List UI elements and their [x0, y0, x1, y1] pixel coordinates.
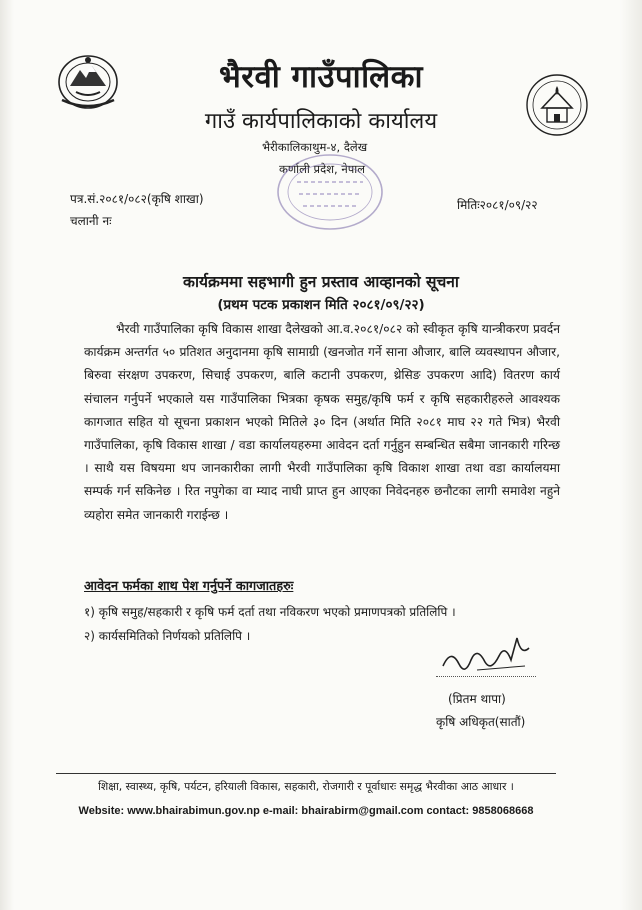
documents-heading: आवेदन फर्मका शाथ पेश गर्नुपर्ने कागजातहरुः [84, 579, 294, 594]
document-item: २) कार्यसमितिको निर्णयको प्रतिलिपि । [84, 629, 251, 643]
footer-contact: Website: www.bhairabimun.gov.np e-mail: bhairabirm@gmail.com contact: 9858068668 [78, 805, 534, 817]
signer-title: कृषि अधिकृत(सातौं) [436, 715, 526, 729]
letter-date: मितिः२०८१/०९/२२ [457, 198, 538, 212]
dispatch-number: चलानी नः [70, 214, 112, 228]
footer-slogan: शिक्षा, स्वास्थ्य, कृषि, पर्यटन, हरियाली विकास, सहकारी, रोजगारी र पूर्वाधारः समृद्ध भैरवीका आठ आधार । [98, 780, 514, 793]
office-name: गाउँ कार्यपालिकाको कार्यालय [204, 109, 438, 134]
footer-divider [56, 773, 556, 774]
notice-body: भैरवी गाउँपालिका कृषि विकास शाखा दैलेखको आ.व.२०८१/०८२ को स्वीकृत कृषि यान्त्रीकरण प्रवर्दन कार्यक्रम अन्तर्गत ५० प्रतिशत अनुदानमा कृषि सामाग्री (खनजोत गर्ने साना औजार, बालि व्यवस्थापन औजार, बिरुवा संरक्षण उपकरण, सिचाई उपकरण, बालि कटानी उपकरण, थ्रेसिङ उपकरण आदि) वितरण कार्य संचालन गर्नुपर्ने भएकाले यस गाउँपालिका भित्रका कृषक समुह/कृषि फर्म र कृषि सहकारीहरुले आवश्यक कागजात सहित यो सूचना प्रकाशन भएको मितिले ३० दिन (अर्थात मिति २०८१ माघ २२ गते भित्र) भैरवी गाउँपालिका, कृषि विकास शाखा / वडा कार्यालयहरुमा आवेदन दर्ता गर्नुहुन सम्बन्धित सबैमा जानकारी गरिन्छ । साथै यस विषयमा थप जानकारीका लागी भैरवी गाउँपालिका कृषि विकाश शाखा तथा वडा कार्यालयमा सम्पर्क गर्न सकिनेछ । रित नपुगेका वा म्याद नाघी प्राप्त हुन आएका निवेदनहरु छनौटका लागी समावेश नहुने व्यहोरा समेत जानकारी गराईन्छ । [84, 322, 560, 522]
office-stamp-icon [275, 152, 385, 232]
reference-number: पत्र.सं.२०८१/०८२(कृषि शाखा) [70, 192, 204, 206]
signature-icon [437, 626, 537, 686]
signature-line [436, 676, 536, 677]
document-item: १) कृषि समुह/सहकारी र कृषि फर्म दर्ता तथा नविकरण भएको प्रमाणपत्रको प्रतिलिपि । [84, 605, 456, 619]
municipality-logo-icon [524, 72, 590, 138]
address-line-1: भैरीकालिकाथुम-४, दैलेख [262, 140, 368, 154]
address-line-2: कर्णाली प्रदेश, नेपाल [279, 162, 366, 176]
signer-name: (प्रितम थापा) [448, 692, 506, 706]
notice-subtitle: (प्रथम पटक प्रकाशन मिति २०८१/०९/२२) [217, 297, 425, 313]
org-name: भैरवी गाउँपालिका [218, 59, 424, 95]
notice-title: कार्यक्रममा सहभागी हुन प्रस्ताव आव्हानको सूचना [183, 273, 459, 291]
